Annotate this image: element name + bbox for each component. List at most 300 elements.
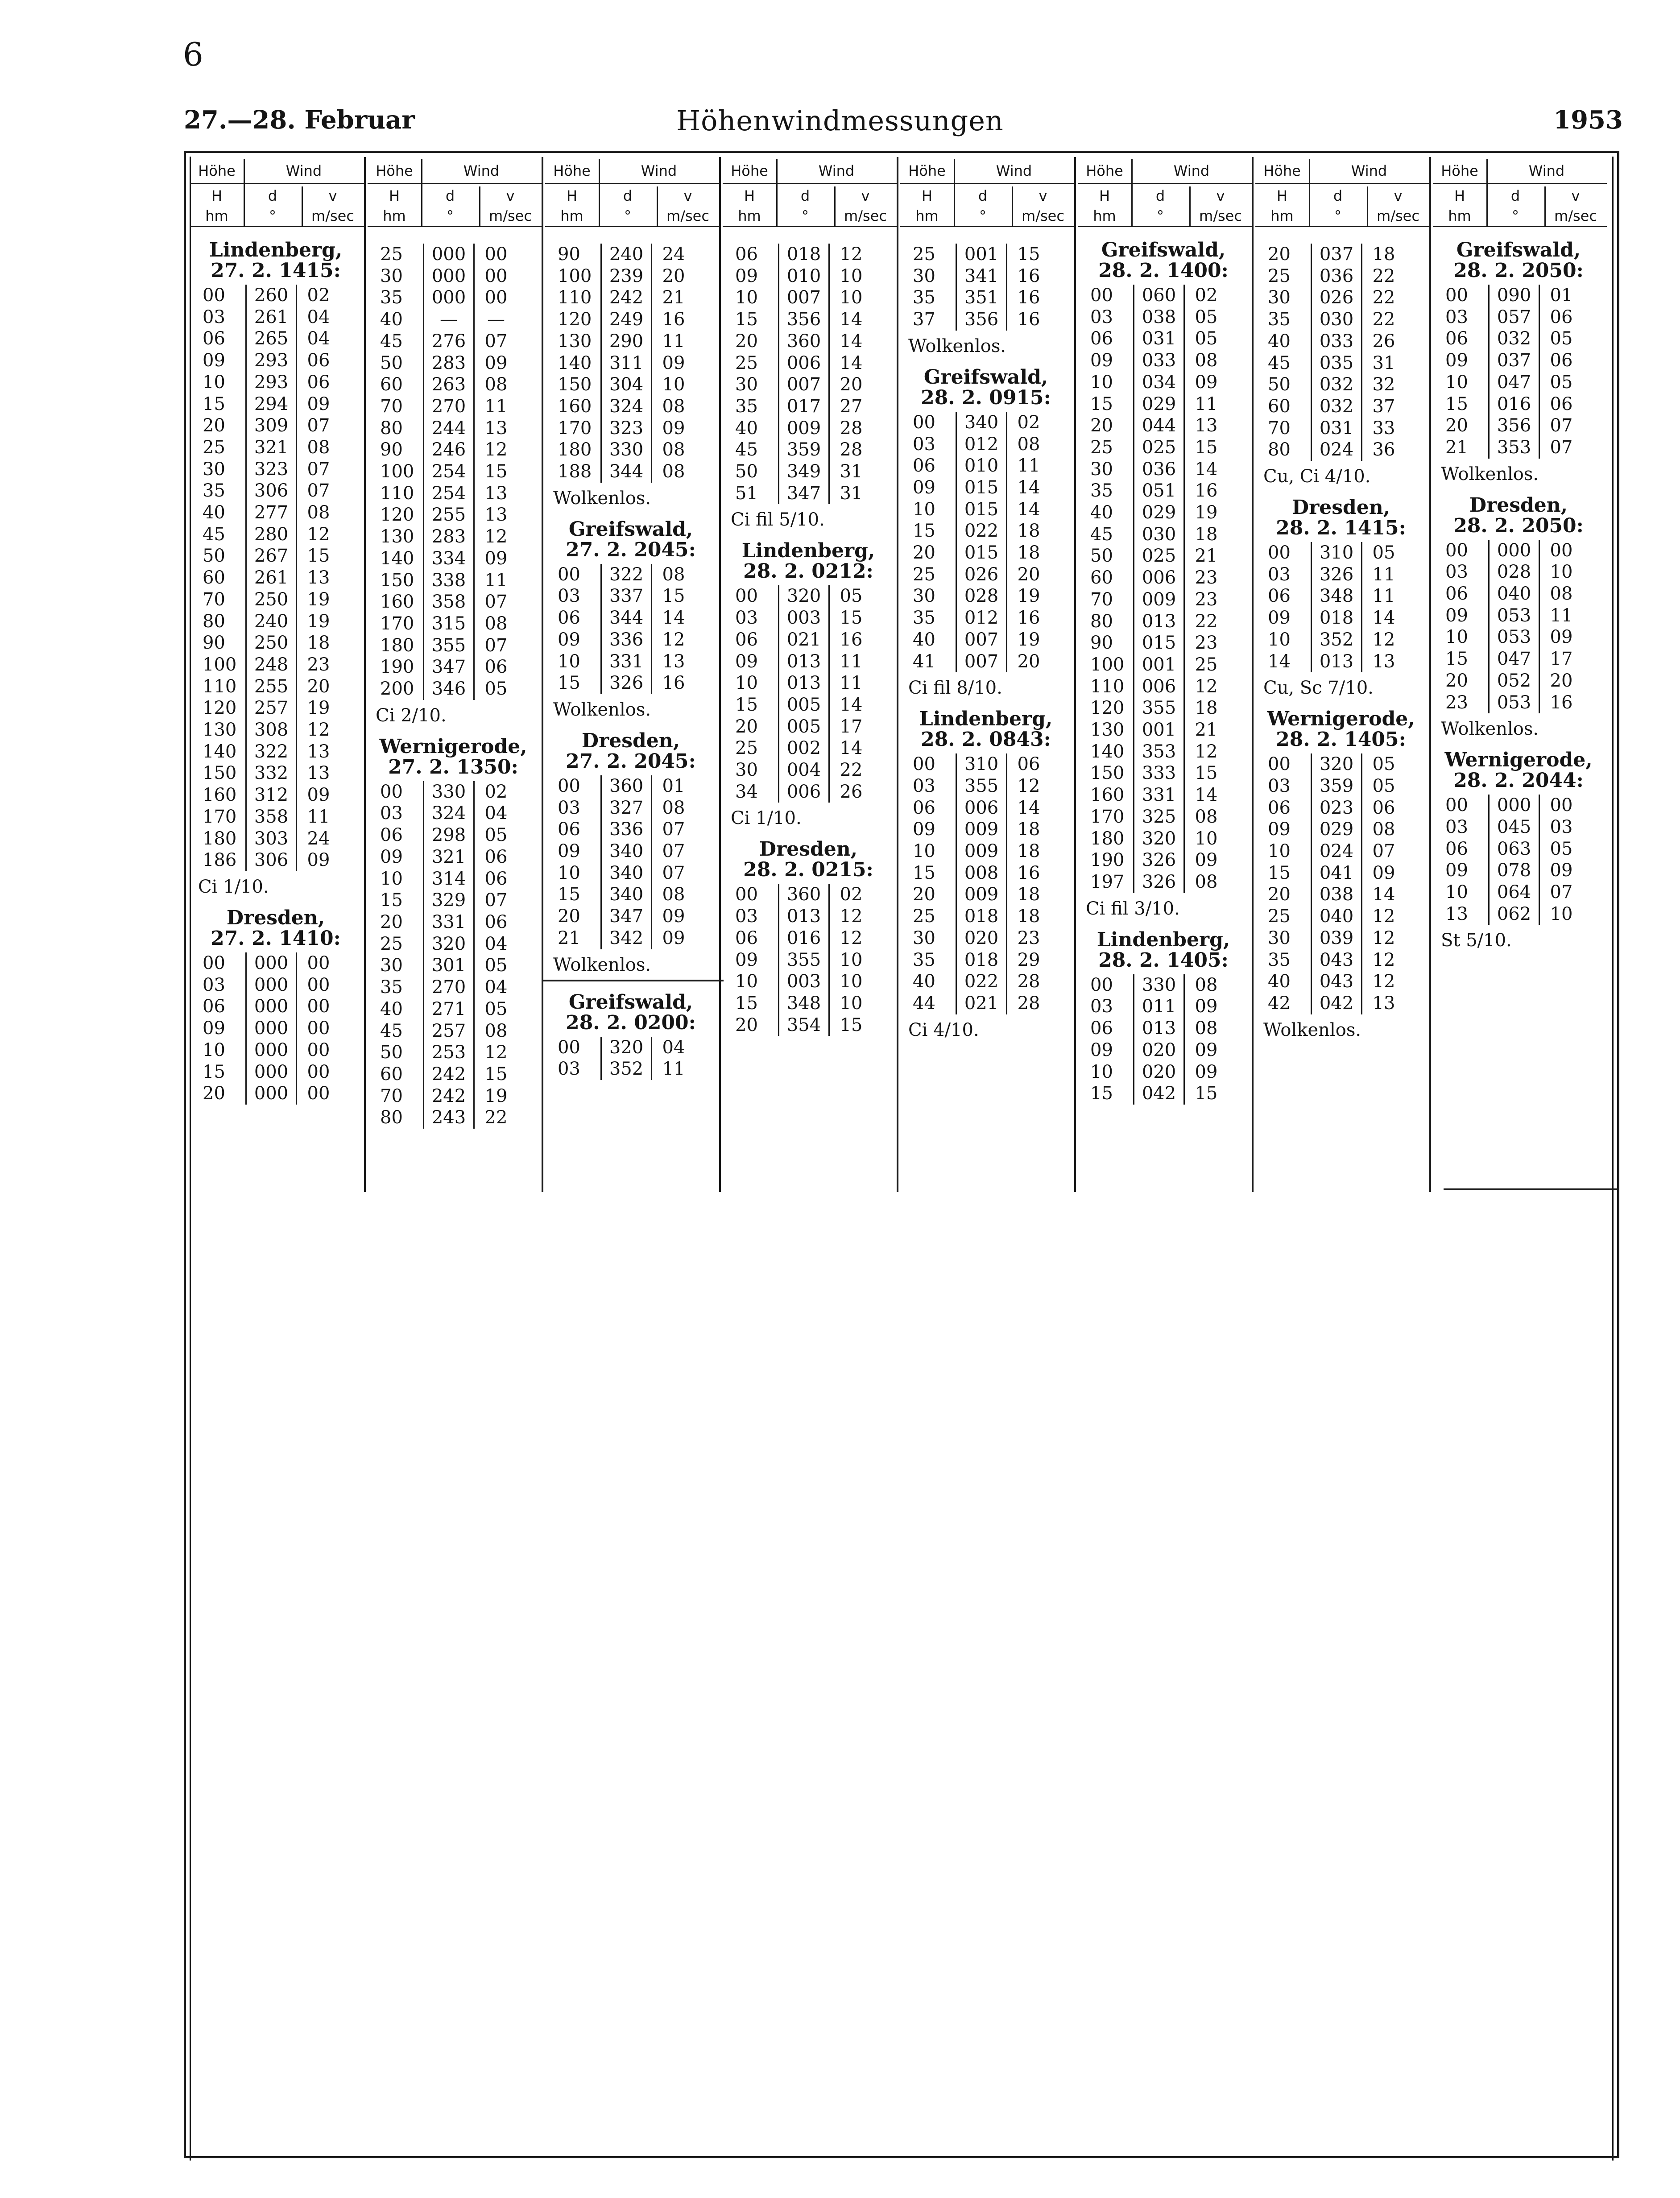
direction-cell: 356 [779, 309, 829, 331]
speed-cell: 24 [662, 244, 685, 265]
station-name: Greifswald, [923, 365, 1048, 389]
observation-row [908, 309, 1050, 331]
observation-row [1441, 540, 1583, 562]
observation-row [1086, 459, 1228, 480]
observation-row [908, 607, 1050, 629]
header-row-symbols [723, 186, 897, 205]
station-name: Dresden, [1469, 493, 1568, 517]
speed-cell: 37 [1372, 396, 1395, 417]
height-cell: 00 [558, 775, 580, 796]
observation-row [1263, 906, 1405, 927]
cloud-note: Wolkenlos. [1441, 464, 1539, 484]
observation-row [731, 629, 873, 651]
station-block [1255, 497, 1427, 698]
speed-cell: 05 [484, 679, 508, 700]
height-cell: 80 [380, 418, 403, 439]
direction-cell: 255 [424, 504, 474, 526]
speed-cell: 08 [307, 502, 330, 523]
speed-cell: 16 [1017, 265, 1040, 286]
observation-row [1263, 971, 1405, 993]
observation-row [376, 955, 517, 977]
speed-cell: 22 [1195, 611, 1218, 632]
direction-cell: 330 [601, 439, 652, 461]
height-cell: 20 [1445, 415, 1468, 436]
observation-row [908, 906, 1050, 927]
speed-cell: 16 [662, 309, 685, 330]
direction-cell: 314 [424, 868, 474, 890]
speed-cell: 07 [307, 459, 330, 480]
direction-cell: 283 [424, 352, 474, 374]
speed-cell: 00 [307, 1083, 330, 1104]
speed-cell: 19 [484, 1085, 508, 1106]
direction-cell: 294 [246, 393, 297, 415]
direction-cell: 301 [424, 955, 474, 977]
height-cell: 30 [735, 760, 758, 781]
height-cell: 03 [203, 306, 225, 327]
height-cell: 10 [203, 1039, 225, 1060]
direction-cell: 344 [601, 461, 652, 483]
height-cell: 21 [1445, 437, 1468, 458]
observation-row [1086, 589, 1228, 611]
height-cell: 10 [1445, 882, 1468, 903]
speed-cell: 20 [840, 374, 863, 395]
speed-cell: 09 [484, 548, 508, 569]
speed-cell: 00 [307, 1018, 330, 1039]
header-unit-deg: ° [269, 207, 276, 224]
height-cell: 03 [558, 586, 580, 607]
height-cell: 25 [1268, 265, 1291, 286]
height-cell: 140 [380, 548, 414, 569]
speed-cell: 08 [484, 1020, 508, 1041]
direction-cell: 013 [779, 906, 829, 927]
observation-row [731, 607, 873, 629]
height-cell: 10 [558, 651, 580, 672]
height-cell: 110 [380, 483, 414, 504]
header-unit-msec: m/sec [489, 207, 532, 224]
speed-cell: 07 [484, 331, 508, 352]
observation-row [198, 828, 340, 850]
direction-cell: 044 [1134, 415, 1184, 437]
observation-row [198, 589, 340, 611]
observation-row [1086, 567, 1228, 589]
direction-cell: 013 [1134, 1018, 1184, 1039]
height-cell: 30 [735, 374, 758, 395]
height-cell: 21 [558, 927, 580, 948]
header-hoehe: Höhe [908, 162, 946, 179]
speed-cell: 06 [1017, 754, 1040, 775]
height-cell: 200 [380, 679, 414, 700]
observation-row [198, 741, 340, 763]
observation-row [1086, 762, 1228, 784]
observation-row [376, 244, 517, 265]
height-cell: 09 [1268, 608, 1291, 629]
height-cell: 00 [1445, 285, 1468, 306]
direction-cell: 000 [1489, 540, 1539, 562]
speed-cell: 19 [1195, 502, 1218, 523]
observation-row [376, 396, 517, 418]
observation-row [1086, 524, 1228, 546]
speed-cell: 11 [840, 673, 863, 694]
observation-row [908, 499, 1050, 521]
height-cell: 40 [735, 418, 758, 439]
observation-row [908, 629, 1050, 651]
speed-cell: 28 [1017, 971, 1040, 992]
speed-cell: 08 [307, 437, 330, 458]
observation-row [908, 287, 1050, 309]
direction-cell: 255 [246, 676, 297, 698]
observation-row [198, 502, 340, 524]
height-cell: 42 [1268, 993, 1291, 1014]
speed-cell: 06 [484, 657, 508, 678]
speed-cell: 14 [840, 331, 863, 352]
speed-cell: 26 [1372, 331, 1395, 352]
header-row-units [900, 206, 1074, 227]
observation-row [731, 1014, 873, 1036]
direction-cell: 358 [246, 806, 297, 828]
observation-table [376, 244, 517, 700]
direction-cell: 000 [246, 1039, 297, 1061]
height-cell: 20 [1268, 884, 1291, 905]
height-cell: 00 [1090, 974, 1113, 995]
height-cell: 15 [558, 884, 580, 905]
height-cell: 80 [380, 1107, 403, 1128]
height-cell: 170 [203, 806, 237, 827]
station-datetime: 28. 2. 1405: [1276, 728, 1406, 751]
speed-cell: 01 [662, 775, 685, 796]
direction-cell: 000 [246, 1061, 297, 1083]
speed-cell: 12 [1195, 741, 1218, 762]
header-unit-msec: m/sec [311, 207, 354, 224]
height-cell: 03 [1268, 775, 1291, 796]
height-cell: 06 [380, 825, 403, 846]
direction-cell: 021 [779, 629, 829, 651]
speed-cell: 13 [1372, 651, 1395, 672]
header-wind: Wind [1173, 162, 1210, 179]
direction-cell: 242 [424, 1064, 474, 1085]
header-divider [599, 159, 600, 226]
observation-row [553, 906, 695, 927]
speed-cell: 07 [662, 862, 685, 883]
cloud-note: Wolkenlos. [1263, 1019, 1361, 1040]
header-divider [1189, 186, 1191, 226]
header-wind: Wind [1351, 162, 1387, 179]
station-name: Greifswald, [1101, 239, 1226, 261]
observation-row [376, 890, 517, 911]
observation-row [376, 504, 517, 526]
height-cell: 10 [735, 287, 758, 308]
height-cell: 09 [558, 629, 580, 650]
observation-row [376, 933, 517, 955]
height-cell: 20 [735, 716, 758, 737]
speed-cell: 31 [840, 461, 863, 482]
height-cell: 06 [735, 927, 758, 948]
height-cell: 10 [1090, 1061, 1113, 1082]
direction-cell: 332 [246, 762, 297, 784]
height-cell: 40 [380, 309, 403, 330]
direction-cell: 036 [1312, 265, 1362, 287]
speed-cell: 20 [307, 676, 330, 697]
height-cell: 35 [913, 949, 935, 970]
station-block [545, 244, 716, 509]
height-cell: 15 [735, 694, 758, 715]
observation-row [731, 651, 873, 673]
height-cell: 15 [203, 1061, 225, 1082]
direction-cell: 358 [424, 591, 474, 613]
direction-cell: 063 [1489, 838, 1539, 860]
observation-row [731, 352, 873, 374]
direction-cell: 009 [956, 819, 1007, 840]
height-cell: 20 [1090, 415, 1113, 436]
direction-cell: 356 [956, 309, 1007, 331]
speed-cell: 05 [1195, 306, 1218, 327]
height-cell: 10 [735, 971, 758, 992]
direction-cell: 320 [1134, 828, 1184, 850]
speed-cell: 19 [1017, 586, 1040, 607]
speed-cell: 06 [1550, 350, 1573, 371]
height-cell: 06 [203, 996, 225, 1017]
speed-cell: 06 [484, 911, 508, 932]
observation-row [1263, 374, 1405, 396]
speed-cell: 16 [1550, 692, 1573, 713]
height-cell: 00 [1445, 795, 1468, 816]
height-cell: 160 [558, 396, 592, 417]
height-cell: 20 [735, 331, 758, 352]
observation-row [908, 244, 1050, 265]
direction-cell: 001 [1134, 719, 1184, 741]
direction-cell: 309 [246, 415, 297, 437]
header-divider [1486, 159, 1488, 226]
observation-table [908, 753, 1050, 1014]
cloud-note: Wolkenlos. [553, 699, 651, 720]
direction-cell: 006 [1134, 567, 1184, 589]
height-cell: 20 [203, 1083, 225, 1104]
speed-cell: 09 [1195, 372, 1218, 393]
direction-cell: 000 [1489, 795, 1539, 816]
speed-cell: 18 [1017, 906, 1040, 927]
height-cell: 00 [203, 285, 225, 306]
speed-cell: 11 [484, 396, 508, 417]
speed-cell: 13 [1372, 993, 1395, 1014]
height-cell: 06 [558, 608, 580, 629]
direction-cell: 017 [779, 396, 829, 418]
speed-cell: 08 [1372, 819, 1395, 840]
direction-cell: 276 [424, 331, 474, 352]
observation-row [376, 374, 517, 396]
height-cell: 25 [913, 244, 935, 265]
speed-cell: 15 [484, 1064, 508, 1085]
station-name: Greifswald, [1456, 239, 1581, 261]
observation-row [553, 418, 695, 439]
observation-table [198, 285, 340, 871]
observation-table [1263, 753, 1405, 1014]
header-unit-deg: ° [624, 207, 631, 224]
speed-cell: 15 [1017, 244, 1040, 265]
observation-row [908, 412, 1050, 434]
observation-row [731, 585, 873, 607]
header-divider [657, 186, 658, 226]
header-unit-deg: ° [1334, 207, 1341, 224]
direction-cell: 032 [1312, 396, 1362, 418]
height-cell: 130 [203, 720, 237, 741]
header-row-units [723, 206, 897, 227]
direction-cell: 356 [1489, 415, 1539, 437]
direction-cell: 344 [601, 607, 652, 629]
header-unit-msec: m/sec [1554, 207, 1597, 224]
speed-cell: 12 [1372, 949, 1395, 970]
direction-cell: 053 [1489, 626, 1539, 648]
header-hoehe: Höhe [1441, 162, 1478, 179]
speed-cell: 15 [1195, 763, 1218, 784]
station-datetime: 28. 2. 1400: [1098, 259, 1229, 282]
observation-row [1086, 828, 1228, 850]
observation-row [908, 265, 1050, 287]
direction-cell: 018 [1312, 607, 1362, 629]
direction-cell: 248 [246, 654, 297, 676]
height-cell: 30 [380, 955, 403, 976]
height-cell: 06 [913, 797, 935, 818]
speed-cell: 19 [307, 698, 330, 719]
direction-cell: 306 [246, 849, 297, 871]
observation-row [376, 309, 517, 331]
speed-cell: 16 [1017, 309, 1040, 330]
speed-cell: 06 [1550, 306, 1573, 327]
direction-cell: 024 [1312, 840, 1362, 862]
direction-cell: 250 [246, 632, 297, 654]
observation-row [731, 418, 873, 439]
speed-cell: 33 [1372, 418, 1395, 439]
speed-cell: 19 [307, 589, 330, 610]
station-heading [1433, 495, 1604, 536]
speed-cell: 14 [1195, 459, 1218, 480]
height-cell: 40 [203, 502, 225, 523]
station-heading [190, 240, 361, 281]
header-d: d [1333, 187, 1343, 204]
height-cell: 06 [1268, 797, 1291, 818]
observation-row [198, 437, 340, 459]
header-wind: Wind [463, 162, 500, 179]
speed-cell: 02 [484, 781, 508, 802]
speed-cell: 18 [1195, 698, 1218, 719]
speed-cell: 22 [1372, 309, 1395, 330]
direction-cell: 250 [246, 589, 297, 611]
data-column [723, 240, 894, 1047]
direction-cell: 322 [601, 564, 652, 586]
direction-cell: 336 [601, 629, 652, 651]
direction-cell: 348 [1312, 585, 1362, 607]
observation-row [908, 862, 1050, 884]
direction-cell: 340 [601, 862, 652, 884]
height-cell: 20 [735, 1014, 758, 1035]
speed-cell: 20 [1017, 564, 1040, 585]
direction-cell: 331 [1134, 784, 1184, 806]
height-cell: 25 [735, 738, 758, 759]
speed-cell: 12 [484, 1042, 508, 1063]
observation-row [731, 265, 873, 287]
header-divider [244, 159, 245, 226]
station-name: Wernigerode, [379, 735, 527, 758]
height-cell: 10 [1445, 627, 1468, 648]
header-row-units [1078, 206, 1252, 227]
observation-row [1441, 692, 1583, 714]
direction-cell: 355 [956, 775, 1007, 797]
station-block [723, 244, 894, 530]
height-cell: 00 [913, 754, 935, 775]
header-h: H [921, 187, 933, 204]
header-d: d [978, 187, 988, 204]
direction-cell: 039 [1312, 927, 1362, 949]
height-cell: 00 [558, 564, 580, 585]
speed-cell: 11 [1550, 605, 1573, 626]
observation-row [553, 374, 695, 396]
observation-row [376, 635, 517, 657]
station-block [190, 908, 361, 1105]
direction-cell: 326 [1134, 871, 1184, 893]
observation-row [908, 455, 1050, 477]
data-column [900, 240, 1072, 1051]
data-column [1433, 240, 1604, 961]
direction-cell: 053 [1489, 605, 1539, 627]
header-unit-hm: hm [1093, 207, 1116, 224]
observation-row [376, 331, 517, 352]
height-cell: 10 [913, 499, 935, 520]
station-heading [1255, 497, 1427, 538]
observation-row [731, 716, 873, 738]
height-cell: 35 [380, 977, 403, 998]
observation-row [553, 629, 695, 651]
height-cell: 186 [203, 850, 237, 871]
observation-row [553, 439, 695, 461]
direction-cell: 057 [1489, 306, 1539, 328]
speed-cell: 02 [1017, 412, 1040, 433]
observation-row [198, 806, 340, 828]
observation-row [908, 971, 1050, 993]
speed-cell: 22 [840, 760, 863, 781]
speed-cell: — [487, 309, 505, 330]
height-cell: 06 [1445, 584, 1468, 604]
cloud-note: Wolkenlos. [553, 488, 651, 509]
direction-cell: 009 [1134, 589, 1184, 611]
height-cell: 100 [1090, 654, 1125, 675]
header-row-labels [190, 159, 364, 184]
observation-row [1441, 328, 1583, 350]
station-datetime: 27. 2. 1415: [211, 259, 341, 282]
height-cell: 35 [1268, 949, 1291, 970]
speed-cell: 00 [1550, 795, 1573, 816]
column-separator [897, 157, 898, 1192]
height-cell: 140 [203, 741, 237, 762]
speed-cell: 18 [1017, 884, 1040, 905]
direction-cell: 022 [956, 520, 1007, 542]
header-unit-hm: hm [560, 207, 583, 224]
direction-cell: 029 [1134, 393, 1184, 415]
speed-cell: 13 [307, 763, 330, 784]
direction-cell: 330 [1134, 974, 1184, 996]
height-cell: 197 [1090, 871, 1125, 892]
observation-row [376, 1064, 517, 1085]
speed-cell: 08 [662, 461, 685, 482]
cloud-note: Ci 1/10. [731, 808, 802, 829]
speed-cell: 22 [484, 1107, 508, 1128]
station-heading [545, 992, 716, 1033]
speed-cell: 09 [662, 352, 685, 373]
height-cell: 13 [1445, 903, 1468, 924]
observation-row [198, 1039, 340, 1061]
speed-cell: 20 [1017, 651, 1040, 672]
observation-row [1441, 285, 1583, 306]
station-heading [1255, 709, 1427, 750]
height-cell: 35 [380, 287, 403, 308]
observation-row [1263, 651, 1405, 673]
